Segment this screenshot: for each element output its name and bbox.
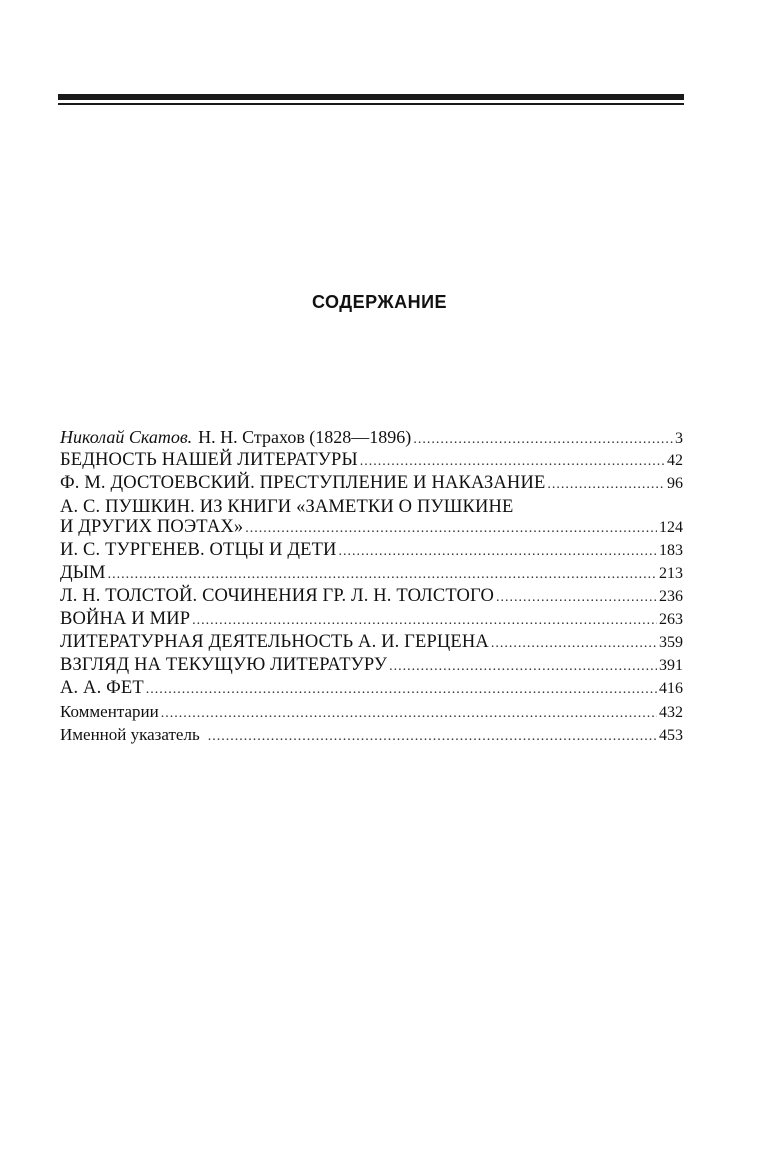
toc-entry[interactable]	[60, 723, 683, 746]
toc-entry[interactable]	[60, 631, 683, 654]
toc-entry-page: 96	[667, 475, 683, 492]
toc-entry[interactable]	[60, 608, 683, 631]
dot-leader	[208, 725, 657, 748]
toc-entry-page: 359	[659, 634, 683, 651]
toc-entry[interactable]	[60, 449, 683, 472]
toc-entry-page: 416	[659, 680, 683, 697]
toc-entry-intro[interactable]	[60, 426, 683, 449]
dot-leader	[389, 655, 657, 678]
toc-entry-page: 432	[659, 704, 683, 721]
toc-entry-title: ДЫМ	[60, 563, 106, 583]
toc-entry-pushkin[interactable]	[60, 497, 683, 539]
toc-entry-title: И. С. ТУРГЕНЕВ. ОТЦЫ И ДЕТИ	[60, 540, 337, 560]
top-rule-thick	[58, 94, 684, 100]
toc-entry[interactable]	[60, 700, 683, 723]
toc-entry-title: Комментарии	[60, 702, 159, 721]
toc-entry[interactable]	[60, 677, 683, 700]
toc-entry-title: Именной указатель	[60, 725, 200, 744]
toc-entry[interactable]	[60, 654, 683, 677]
toc-entry[interactable]	[60, 585, 683, 608]
toc-entry-title: ЛИТЕРАТУРНАЯ ДЕЯТЕЛЬНОСТЬ А. И. ГЕРЦЕНА	[60, 632, 489, 652]
dot-leader	[413, 428, 673, 451]
toc-entry-page: 183	[659, 542, 683, 559]
toc-entry[interactable]	[60, 472, 683, 495]
toc-entry-page: 3	[675, 430, 683, 447]
dot-leader	[360, 450, 665, 473]
dot-leader	[161, 702, 657, 725]
toc-entry-page: 391	[659, 657, 683, 674]
dot-leader	[491, 632, 657, 655]
toc-entry-title: Ф. М. ДОСТОЕВСКИЙ. ПРЕСТУПЛЕНИЕ И НАКАЗАНИЕ	[60, 473, 546, 493]
page-title: СОДЕРЖАНИЕ	[311, 292, 448, 312]
toc-entry[interactable]	[60, 539, 683, 562]
toc-entry-page: 213	[659, 565, 683, 582]
toc-entry-title: БЕДНОСТЬ НАШЕЙ ЛИТЕРАТУРЫ	[60, 450, 358, 470]
toc-entry-author: Николай Скатов.	[60, 427, 193, 447]
dot-leader	[339, 540, 657, 563]
toc-entry-title: ВЗГЛЯД НА ТЕКУЩУЮ ЛИТЕРАТУРУ	[60, 655, 388, 675]
dot-leader	[547, 473, 665, 496]
toc-entry-page: 124	[659, 519, 683, 536]
toc-entry-page: 42	[667, 452, 683, 469]
toc-entry-title: Н. Н. Страхов (1828—1896)	[198, 427, 412, 447]
dot-leader	[245, 519, 657, 539]
toc-entry-title-line1: А. С. ПУШКИН. ИЗ КНИГИ «ЗАМЕТКИ О ПУШКИНЕ	[60, 497, 514, 517]
toc-entry-title: А. А. ФЕТ	[60, 678, 144, 698]
toc-entry-title: Л. Н. ТОЛСТОЙ. СОЧИНЕНИЯ ГР. Л. Н. ТОЛСТОГО	[60, 586, 494, 606]
top-rule-thin	[58, 103, 684, 105]
toc-entry-page: 236	[659, 588, 683, 605]
toc-entry-title: ВОЙНА И МИР	[60, 609, 191, 629]
dot-leader	[192, 609, 657, 632]
toc-entry-page: 263	[659, 611, 683, 628]
dot-leader	[146, 678, 657, 701]
toc-entry-title-line2: И ДРУГИХ ПОЭТАХ»	[60, 517, 244, 537]
table-of-contents	[60, 426, 683, 746]
dot-leader	[496, 586, 657, 609]
toc-entry[interactable]	[60, 562, 683, 585]
toc-entry-page: 453	[659, 727, 683, 744]
dot-leader	[108, 563, 657, 586]
